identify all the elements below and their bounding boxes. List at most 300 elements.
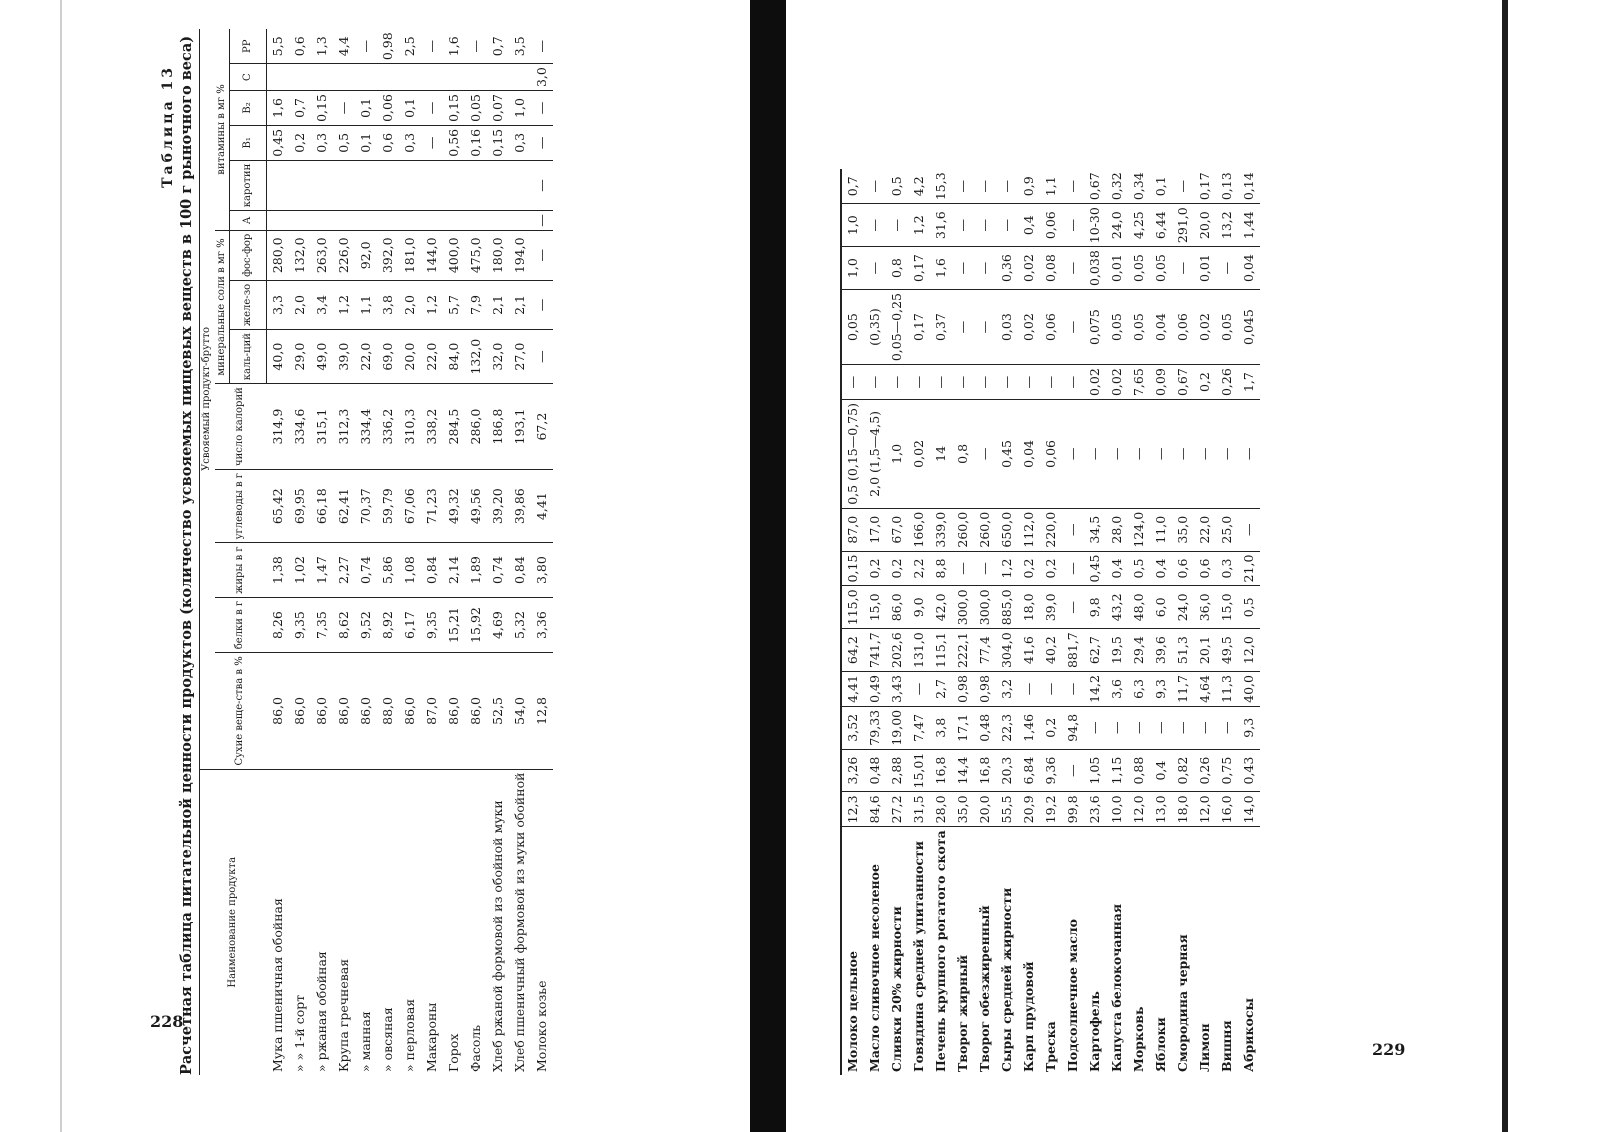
product-name: Горох [446,1033,462,1072]
cell-b2: 0,15 [443,91,465,126]
table-row [531,29,553,1075]
cell-fat: 2,27 [333,543,355,597]
cell-fat: 3,8 [930,706,952,749]
cell-b2: 0,1 [355,91,377,126]
cell-pp: — [1062,169,1084,203]
cell-c [267,64,290,91]
cell-carotene [509,160,531,211]
cell-pp: 0,98 [377,29,399,63]
cell-protein: 14,4 [952,749,974,792]
cell-carbs: 71,23 [421,469,443,542]
cell-carotene: — [864,365,886,400]
cell-fe: — [1062,551,1084,586]
table-row [1106,169,1128,1075]
cell-carbs: 4,64 [1194,672,1216,707]
cell-ca: 29,0 [289,330,311,384]
cell-b2: 0,05 [1128,247,1150,290]
cell-p: 260,0 [952,508,974,551]
cell-b1: 0,02 [1018,290,1040,365]
table-row [399,29,421,1075]
cell-b1: 0,45 [267,125,290,160]
cell-kcal: 51,3 [1172,629,1194,672]
cell-fat: 1,47 [311,543,333,597]
cell-fat: 19,00 [886,706,908,749]
table-row [333,29,355,1075]
cell-fe: 21,0 [1238,551,1260,586]
cell-kcal: 881,7 [1062,629,1084,672]
cell-carotene [355,160,377,211]
cell-a: — [1128,400,1150,509]
cell-kcal: 336,2 [377,384,399,470]
cell-carbs: 59,79 [377,469,399,542]
table-row [1040,169,1062,1075]
cell-fat: — [1128,706,1150,749]
cell-carotene: 0,09 [1150,365,1172,400]
cell-pp: 0,13 [1216,169,1238,203]
cell-carotene: 0,02 [1084,365,1106,400]
cell-dry: 12,8 [531,653,553,769]
cell-carotene [289,160,311,211]
cell-carbs: 67,06 [399,469,421,542]
cell-fe: 3,4 [311,280,333,329]
cell-b2: 0,7 [289,91,311,126]
cell-fe: 0,4 [1106,551,1128,586]
cell-dry: 84,6 [864,792,886,827]
cell-dry: 19,2 [1040,792,1062,827]
cell-ca: 39,0 [333,330,355,384]
right-page-edge [1502,0,1508,1132]
table-row [1128,169,1150,1075]
cell-b2: 1,6 [930,247,952,290]
cell-carbs: — [1040,672,1062,707]
cell-c: 3,0 [531,64,553,91]
cell-fat: 0,84 [509,543,531,597]
cell-fat: 3,80 [531,543,553,597]
cell-b1: 0,6 [377,125,399,160]
cell-carotene: 0,67 [1172,365,1194,400]
cell-fat: 0,84 [421,543,443,597]
table-row [1084,169,1106,1075]
cell-ca: 84,0 [443,330,465,384]
cell-protein: 0,88 [1128,749,1150,792]
cell-pp: 1,1 [1040,169,1062,203]
cell-pp: — [421,29,443,63]
header-b1: B₁ [230,125,267,160]
cell-b1: 0,075 [1084,290,1106,365]
header-c: C [230,64,267,91]
cell-p: 17,0 [864,508,886,551]
table-row [377,29,399,1075]
cell-dry: 88,0 [377,653,399,769]
cell-pp: — [996,169,1018,203]
cell-protein: 8,62 [333,597,355,652]
cell-pp: 2,5 [399,29,421,63]
cell-b2: — [974,247,996,290]
cell-b1: — [421,125,443,160]
cell-fat: 5,86 [377,543,399,597]
cell-b1: 0,2 [289,125,311,160]
table-row [311,29,333,1075]
header-minerals: минеральные соли в мг % [215,230,230,383]
cell-fat: 0,2 [1040,706,1062,749]
product-name: Молоко цельное [845,951,861,1072]
cell-pp: — [974,169,996,203]
cell-kcal: 314,9 [267,384,290,470]
cell-kcal: 131,0 [908,629,930,672]
cell-dry: 35,0 [952,792,974,827]
cell-c: — [974,204,996,247]
cell-kcal: 741,7 [864,629,886,672]
cell-a [509,211,531,231]
cell-a [333,211,355,231]
cell-a: — [1194,400,1216,509]
cell-pp: 3,5 [509,29,531,63]
cell-ca: — [1062,586,1084,629]
cell-protein: 20,3 [996,749,1018,792]
cell-a: 0,45 [996,400,1018,509]
cell-fe: 2,0 [289,280,311,329]
cell-b1: 0,045 [1238,290,1260,365]
cell-pp: — [465,29,487,63]
cell-pp: 4,4 [333,29,355,63]
cell-dry: 55,5 [996,792,1018,827]
cell-protein: 3,26 [841,749,864,792]
table-row [908,169,930,1075]
cell-protein: 15,21 [443,597,465,652]
cell-fe: 0,3 [1216,551,1238,586]
cell-ca: 32,0 [487,330,509,384]
cell-dry: 16,0 [1216,792,1238,827]
table-row [974,169,996,1075]
cell-protein: 0,75 [1216,749,1238,792]
cell-b1: 0,05—0,25 [886,290,908,365]
cell-kcal: 286,0 [465,384,487,470]
cell-carotene [399,160,421,211]
cell-a: 14 [930,400,952,509]
cell-carotene: 0,26 [1216,365,1238,400]
nutrition-table-right [840,169,1260,1075]
cell-p: 166,0 [908,508,930,551]
cell-b2: — [531,91,553,126]
cell-c [289,64,311,91]
cell-b1: — [1062,290,1084,365]
cell-carbs: 11,7 [1172,672,1194,707]
cell-fe: 8,8 [930,551,952,586]
cell-p: 11,0 [1150,508,1172,551]
cell-fat: — [1216,706,1238,749]
cell-carotene: 0,02 [1106,365,1128,400]
cell-fe: 0,2 [1040,551,1062,586]
cell-c: 1,2 [908,204,930,247]
right-table-block [840,65,1400,1075]
cell-protein: 9,35 [421,597,443,652]
cell-a: 0,02 [908,400,930,509]
cell-p: 144,0 [421,230,443,280]
cell-fat: 1,08 [399,543,421,597]
product-name: Капуста белокочанная [1109,903,1125,1072]
cell-ca: 115,0 [841,586,864,629]
cell-a [465,211,487,231]
cell-pp: 15,3 [930,169,952,203]
cell-b1: 0,05 [1106,290,1128,365]
cell-ca: 15,0 [864,586,886,629]
cell-pp: — [1172,169,1194,203]
cell-protein: 5,32 [509,597,531,652]
cell-ca: 48,0 [1128,586,1150,629]
cell-fe: 0,15 [841,551,864,586]
product-name: Вишня [1219,1020,1235,1072]
cell-c [333,64,355,91]
cell-b1: 0,3 [509,125,531,160]
cell-ca: 24,0 [1172,586,1194,629]
cell-fe: 5,7 [443,280,465,329]
cell-a [267,211,290,231]
cell-a [443,211,465,231]
page-number-right: 229 [1372,1040,1406,1059]
cell-c: — [886,204,908,247]
product-name: Фасоль [468,1024,484,1072]
cell-protein: 1,15 [1106,749,1128,792]
cell-ca: 9,0 [908,586,930,629]
cell-carbs: 70,37 [355,469,377,542]
cell-fat: 0,74 [487,543,509,597]
cell-fe: 0,2 [1018,551,1040,586]
cell-protein: 8,26 [267,597,290,652]
product-name: Смородина черная [1175,934,1191,1072]
cell-pp: 0,34 [1128,169,1150,203]
cell-ca: 22,0 [421,330,443,384]
cell-dry: 86,0 [355,653,377,769]
cell-fat: 22,3 [996,706,1018,749]
page-number-left: 228 [150,1012,184,1031]
cell-dry: 86,0 [311,653,333,769]
cell-fe: 7,9 [465,280,487,329]
table-label: Таблица 13 [160,65,176,188]
cell-pp: 0,6 [289,29,311,63]
cell-b2: 1,0 [841,247,864,290]
cell-ca: 15,0 [1216,586,1238,629]
cell-fe: — [952,551,974,586]
cell-protein: 7,35 [311,597,333,652]
cell-b1: 0,37 [930,290,952,365]
cell-b2: 0,06 [377,91,399,126]
cell-protein: 8,92 [377,597,399,652]
cell-kcal: 284,5 [443,384,465,470]
cell-b2: 0,36 [996,247,1018,290]
cell-dry: 23,6 [1084,792,1106,827]
cell-kcal: 115,1 [930,629,952,672]
cell-b2: — [333,91,355,126]
cell-b2: 0,15 [311,91,333,126]
cell-a [377,211,399,231]
cell-fe: — [531,280,553,329]
cell-kcal: 312,3 [333,384,355,470]
cell-c: — [1062,204,1084,247]
cell-pp: 0,9 [1018,169,1040,203]
cell-pp: — [531,29,553,63]
cell-kcal: 64,2 [841,629,864,672]
cell-b1: 0,06 [1040,290,1062,365]
cell-carbs: 0,98 [974,672,996,707]
cell-carotene: — [1040,365,1062,400]
cell-protein: — [1062,749,1084,792]
left-table-body [267,29,554,1075]
cell-carotene [333,160,355,211]
cell-pp: — [355,29,377,63]
cell-b1: 0,05 [1216,290,1238,365]
cell-p: 180,0 [487,230,509,280]
cell-carotene: — [841,365,864,400]
cell-carbs: 66,18 [311,469,333,542]
cell-ca: 36,0 [1194,586,1216,629]
cell-ca: 885,0 [996,586,1018,629]
cell-p: 124,0 [1128,508,1150,551]
cell-kcal: 77,4 [974,629,996,672]
cell-ca: 300,0 [952,586,974,629]
cell-b2: 1,0 [509,91,531,126]
cell-c: 0,06 [1040,204,1062,247]
cell-c [377,64,399,91]
cell-ca: 39,0 [1040,586,1062,629]
cell-p: 112,0 [1018,508,1040,551]
cell-b2: 0,07 [487,91,509,126]
cell-fe: 3,8 [377,280,399,329]
cell-carbs: 0,98 [952,672,974,707]
cell-dry: 31,5 [908,792,930,827]
cell-dry: 20,9 [1018,792,1040,827]
cell-a: — [1172,400,1194,509]
cell-protein: 6,17 [399,597,421,652]
book-gutter [750,0,786,1132]
cell-kcal: 315,1 [311,384,333,470]
cell-fe: 1,1 [355,280,377,329]
cell-fat: — [1194,706,1216,749]
cell-kcal: 334,4 [355,384,377,470]
header-protein: белки в г [215,597,267,652]
cell-carotene: 0,2 [1194,365,1216,400]
cell-b1: 0,5 [333,125,355,160]
cell-c [443,64,465,91]
cell-b1: 0,05 [1128,290,1150,365]
cell-a: — [531,211,553,231]
table-row [1238,169,1260,1075]
cell-b2: 0,02 [1018,247,1040,290]
product-name: Абрикосы [1241,997,1257,1072]
cell-dry: 86,0 [267,653,290,769]
header-b2: B₂ [230,91,267,126]
cell-kcal: 202,6 [886,629,908,672]
cell-b2: — [952,247,974,290]
cell-ca: 22,0 [355,330,377,384]
cell-carbs: — [1062,672,1084,707]
cell-kcal: 222,1 [952,629,974,672]
cell-dry: 54,0 [509,653,531,769]
cell-c: 10-30 [1084,204,1106,247]
cell-p: 650,0 [996,508,1018,551]
cell-carbs: 11,3 [1216,672,1238,707]
product-name: Картофель [1087,991,1103,1072]
cell-carotene [465,160,487,211]
table-row [841,169,864,1075]
cell-a: — [1216,400,1238,509]
cell-b1: (0,35) [864,290,886,365]
table-row [1216,169,1238,1075]
cell-dry: 13,0 [1150,792,1172,827]
nutrition-table-left [199,29,553,1075]
table-row [1172,169,1194,1075]
cell-kcal: 19,5 [1106,629,1128,672]
cell-carbs: 14,2 [1084,672,1106,707]
cell-b1: 0,04 [1150,290,1172,365]
cell-protein: 4,69 [487,597,509,652]
cell-protein: 15,01 [908,749,930,792]
cell-b2: — [1062,247,1084,290]
cell-fat: — [1106,706,1128,749]
cell-dry: 86,0 [399,653,421,769]
product-name: Молоко козье [534,980,550,1072]
cell-b1: — [974,290,996,365]
cell-carbs: 0,49 [864,672,886,707]
cell-fe: 1,2 [333,280,355,329]
table-row [864,169,886,1075]
cell-b2: 0,05 [465,91,487,126]
cell-fat: 2,14 [443,543,465,597]
cell-c: 1,0 [841,204,864,247]
cell-dry: 99,8 [1062,792,1084,827]
cell-carbs: 39,20 [487,469,509,542]
cell-b2: 0,08 [1040,247,1062,290]
header-vitamins: витамины в мг % [215,29,230,230]
cell-fat: 1,02 [289,543,311,597]
cell-fe: 2,2 [908,551,930,586]
cell-carbs: — [1018,672,1040,707]
cell-carbs: 62,41 [333,469,355,542]
cell-b1: 0,05 [841,290,864,365]
cell-carbs: 40,0 [1238,672,1260,707]
product-name: Хлеб ржаной формовой из обойной муки [490,800,506,1072]
table-row [1194,169,1216,1075]
cell-dry: 10,0 [1106,792,1128,827]
cell-carbs: 3,6 [1106,672,1128,707]
cell-fat: — [1084,706,1106,749]
cell-c [509,64,531,91]
cell-protein: 0,4 [1150,749,1172,792]
cell-kcal: 304,0 [996,629,1018,672]
cell-carotene: — [908,365,930,400]
cell-a: 1,0 [886,400,908,509]
cell-dry: 87,0 [421,653,443,769]
cell-a [355,211,377,231]
cell-a [289,211,311,231]
cell-kcal: 20,1 [1194,629,1216,672]
cell-p: 132,0 [289,230,311,280]
cell-protein: 15,92 [465,597,487,652]
header-carbs: углеводы в г [215,469,267,542]
cell-fe: 2,1 [509,280,531,329]
cell-b1: 0,56 [443,125,465,160]
cell-b2: — [421,91,443,126]
cell-fat: 1,46 [1018,706,1040,749]
table-row [289,29,311,1075]
header-carotene: каротин [230,160,267,211]
cell-protein: 2,88 [886,749,908,792]
cell-fat: 94,8 [1062,706,1084,749]
cell-fat: 9,3 [1238,706,1260,749]
cell-b1: — [952,290,974,365]
cell-carotene: 1,7 [1238,365,1260,400]
cell-p: 260,0 [974,508,996,551]
cell-ca: 86,0 [886,586,908,629]
